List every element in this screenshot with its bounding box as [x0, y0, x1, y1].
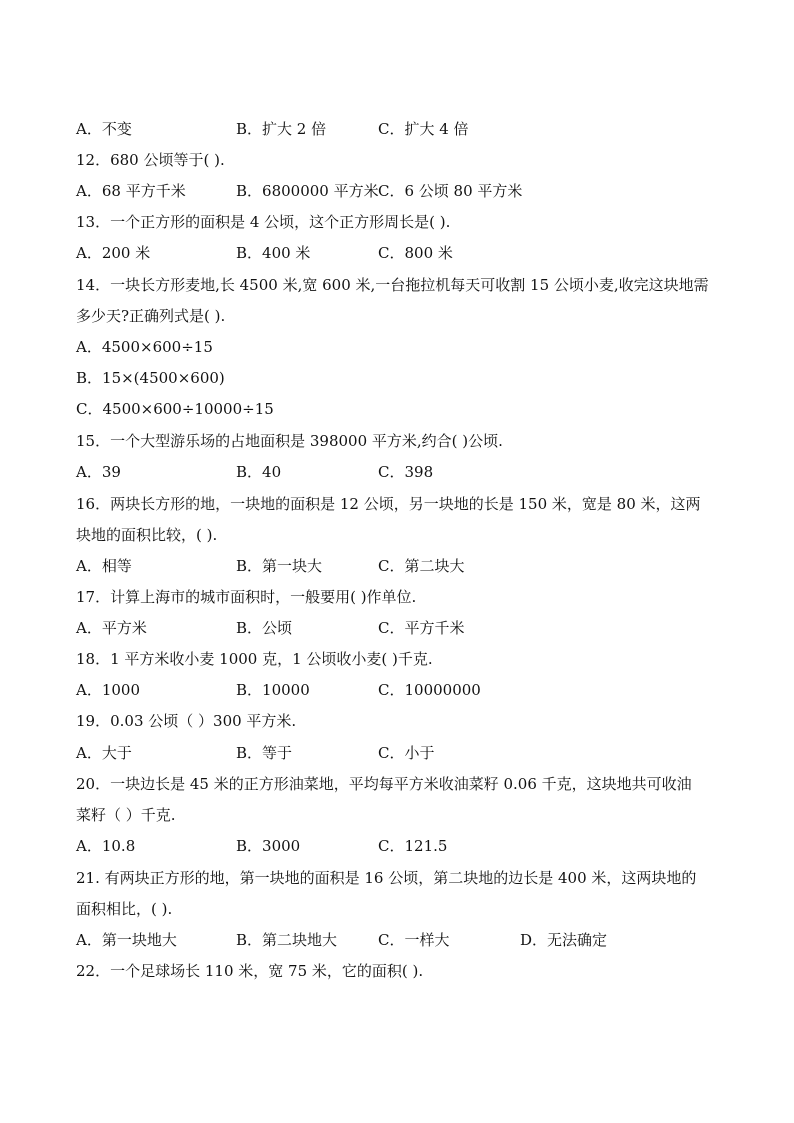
q19-option-c: C．小于 — [378, 744, 435, 762]
q13-stem: 13．一个正方形的面积是 4 公顷，这个正方形周长是( ). — [76, 213, 451, 231]
q17-option-a: A．平方米 — [76, 619, 147, 637]
q14-option-b: B．15×(4500×600) — [76, 369, 225, 387]
q13-option-c: C．800 米 — [378, 244, 453, 262]
q15-option-c: C．398 — [378, 463, 434, 481]
q16-option-b: B．第一块大 — [236, 557, 323, 575]
q19-option-a: A．大于 — [76, 744, 132, 762]
q17-stem: 17．计算上海市的城市面积时，一般要用( )作单位. — [76, 588, 417, 606]
q18-option-b: B．10000 — [236, 681, 310, 699]
q16-option-a: A．相等 — [76, 557, 132, 575]
q14-stem-line-1: 14．一块长方形麦地,长 4500 米,宽 600 米,一台拖拉机每天可收割 15 公顷小麦,收完这块地需 — [76, 276, 709, 294]
q18-option-c: C．10000000 — [378, 681, 481, 699]
q11-option-a: A．不变 — [76, 120, 132, 138]
q15-option-a: A．39 — [76, 463, 121, 481]
q11-option-c: C．扩大 4 倍 — [378, 120, 469, 138]
q13-option-b: B．400 米 — [236, 244, 311, 262]
q20-option-b: B．3000 — [236, 837, 301, 855]
q21-option-a: A．第一块地大 — [76, 931, 177, 949]
q17-option-c: C．平方千米 — [378, 619, 465, 637]
q21-option-d: D．无法确定 — [520, 931, 608, 949]
q19-stem: 19．0.03 公顷（ ）300 平方米. — [76, 712, 297, 730]
q12-option-a: A．68 平方千米 — [76, 182, 186, 200]
q12-stem: 12．680 公顷等于( ). — [76, 151, 225, 169]
q22-stem: 22．一个足球场长 110 米，宽 75 米，它的面积( ). — [76, 962, 424, 980]
q18-option-a: A．1000 — [76, 681, 141, 699]
q21-option-b: B．第二块地大 — [236, 931, 338, 949]
q19-option-b: B．等于 — [236, 744, 293, 762]
q11-option-b: B．扩大 2 倍 — [236, 120, 327, 138]
q15-stem: 15．一个大型游乐场的占地面积是 398000 平方米,约合( )公顷. — [76, 432, 503, 450]
q14-option-a: A．4500×600÷15 — [76, 338, 213, 356]
q20-option-c: C．121.5 — [378, 837, 448, 855]
q20-stem-line-2: 菜籽（ ）千克. — [76, 806, 176, 824]
q15-option-b: B．40 — [236, 463, 282, 481]
q14-option-c: C．4500×600÷10000÷15 — [76, 400, 274, 418]
q14-stem-line-2: 多少天?正确列式是( ). — [76, 307, 226, 325]
q21-stem-line-2: 面积相比，( ). — [76, 900, 173, 918]
q16-stem-line-2: 块地的面积比较，( ). — [76, 526, 218, 544]
q18-stem: 18．1 平方米收小麦 1000 克，1 公顷收小麦( )千克. — [76, 650, 433, 668]
q12-option-c: C．6 公顷 80 平方米 — [378, 182, 523, 200]
q17-option-b: B．公顷 — [236, 619, 293, 637]
q16-stem-line-1: 16．两块长方形的地，一块地的面积是 12 公顷，另一块地的长是 150 米，宽是 80 米，这两 — [76, 495, 701, 513]
q20-stem-line-1: 20．一块边长是 45 米的正方形油菜地，平均每平方米收油菜籽 0.06 千克，这块地共可收油 — [76, 775, 692, 793]
q21-option-c: C．一样大 — [378, 931, 450, 949]
q20-option-a: A．10.8 — [76, 837, 136, 855]
q12-option-b: B．6800000 平方米 — [236, 182, 379, 200]
q13-option-a: A．200 米 — [76, 244, 151, 262]
q16-option-c: C．第二块大 — [378, 557, 465, 575]
q21-stem-line-1: 21. 有两块正方形的地，第一块地的面积是 16 公顷，第二块地的边长是 400 米，这两块地的 — [76, 869, 697, 887]
